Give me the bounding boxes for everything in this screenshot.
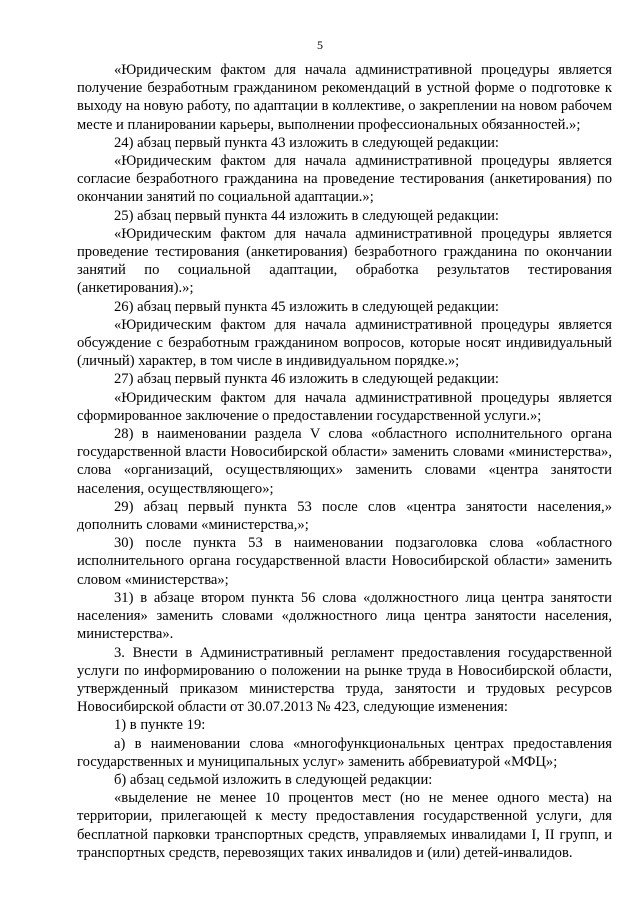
paragraph: 26) абзац первый пункта 45 изложить в следующей редакции: [114,298,499,315]
paragraph: «Юридическим фактом для начала административной процедуры является обсуждение с безработным гражданином вопросов, которые носят индивидуальный (личный) характер, в том числе в индивидуальном порядке.»; [77,316,612,370]
paragraph: 30) после пункта 53 в наименовании подзаголовка слова «областного исполнительного органа государственной власти Новосибирской области» заменить словом «министерства»; [77,535,612,588]
paragraph: «выделение не менее 10 процентов мест (но не менее одного места) на территории, прилегающей к месту предоставления государственной услуги, для бесплатной парковки транспортных средств, управляемых инвалидами I, II групп, и транспортных средств, перевозящих таких инвалидов и (или) детей-инвалидов. [77,790,612,861]
document-body [77,61,612,862]
paragraph: 31) в абзаце втором пункта 56 слова «должностного лица центра занятости населения» заменить словами «должностного лица центра занятости населения, министерства». [77,589,612,643]
paragraph: 24) абзац первый пункта 43 изложить в следующей редакции: [114,134,499,151]
paragraph: 28) в наименовании раздела V слова «областного исполнительного органа государственной власти Новосибирской области» заменить словами «министерства», слова «организаций, осуществляющих» заменить словами «центра занятости населения, осуществляющего»; [77,426,612,497]
paragraph: б) абзац седьмой изложить в следующей редакции: [114,771,433,788]
paragraph: «Юридическим фактом для начала административной процедуры является получение безработным гражданином рекомендаций в устной форме о подготовке к выходу на новую работу, по адаптации в коллективе, о закреплении на новом рабочем месте и планировании карьеры, выполнении профессиональных обязанностей.»; [77,62,612,133]
paragraph: 1) в пункте 19: [114,717,206,734]
paragraph: а) в наименовании слова «многофункциональных центрах предоставления государственных и муниципальных услуг» заменить аббревиатурой «МФЦ»; [77,735,612,770]
paragraph: 25) абзац первый пункта 44 изложить в следующей редакции: [114,207,499,224]
paragraph: 29) абзац первый пункта 53 после слов «центра занятости населения,» дополнить словами «министерства,»; [77,498,612,534]
paragraph: «Юридическим фактом для начала административной процедуры является проведение тестирования (анкетирования) безработного гражданина по окончании занятий по социальной адаптации, обработка результатов тестирования (анкетирования).»; [77,225,612,297]
paragraph: 3. Внести в Административный регламент предоставления государственной услуги по информированию о положении на рынке труда в Новосибирской области, утвержденный приказом министерства труда, занятости и трудовых ресурсов Новосибирской области от 30.07.2013 № 423, следующие изменения: [77,644,612,716]
paragraph: «Юридическим фактом для начала административной процедуры является согласие безработного гражданина на проведение тестирования (анкетирования) по окончании занятий по социальной адаптации.»; [77,153,612,206]
page-number: 5 [317,38,323,52]
paragraph: «Юридическим фактом для начала административной процедуры является сформированное заключение о предоставлении государственной услуги.»; [77,389,612,424]
paragraph: 27) абзац первый пункта 46 изложить в следующей редакции: [114,371,499,388]
